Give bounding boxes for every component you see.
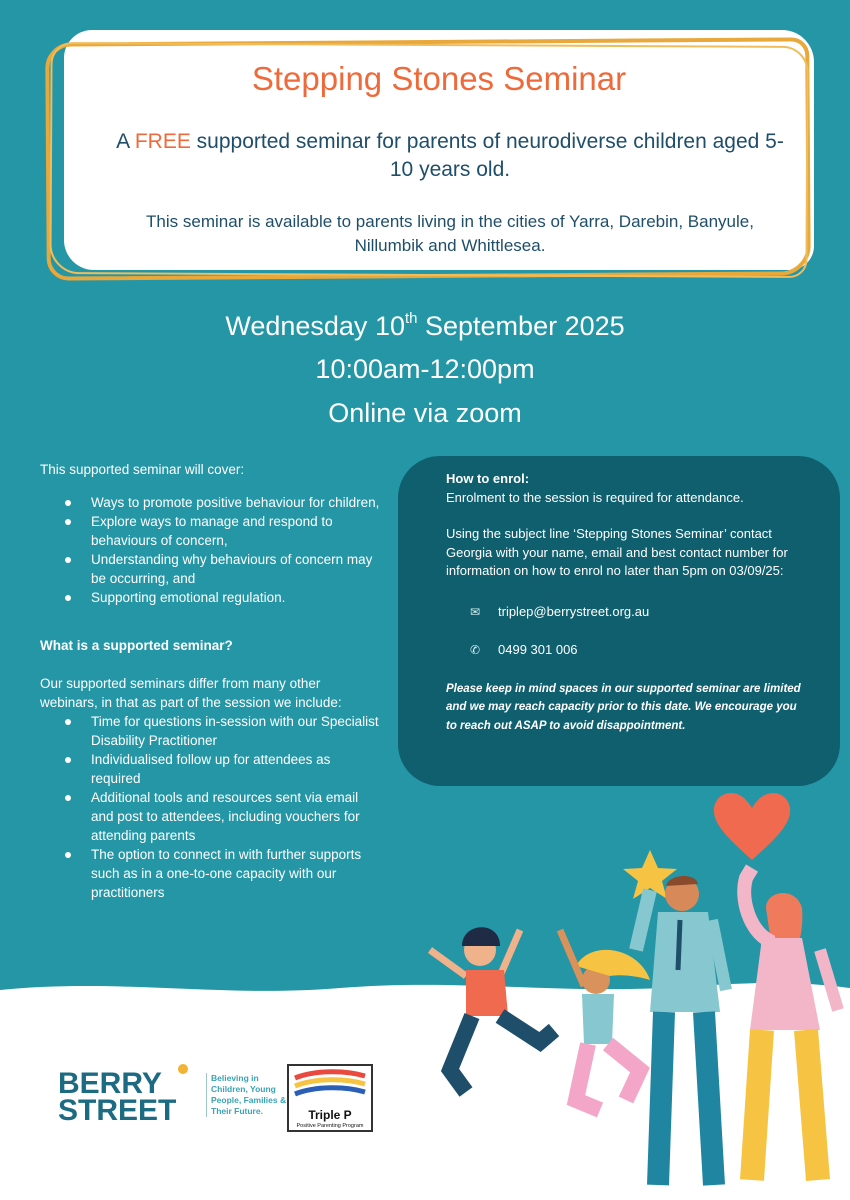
- enrol-heading: How to enrol:: [446, 471, 530, 486]
- phone-row[interactable]: [470, 641, 810, 660]
- heart-icon: [714, 793, 790, 860]
- list-item: The option to connect in with further supports such as in a one-to-one capacity with our practitioners: [40, 845, 380, 902]
- list-item: Supporting emotional regulation.: [40, 588, 380, 607]
- triple-p-stripes: [289, 1066, 371, 1106]
- cover-list: [40, 493, 380, 607]
- list-item: Explore ways to manage and respond to behaviours of concern,: [40, 512, 380, 550]
- enrol-instructions: Using the subject line ‘Stepping Stones Seminar’ contact Georgia with your name, email and best contact number for information on how to enrol no later than 5pm on 03/09/25:: [446, 526, 788, 578]
- phone-number[interactable]: 0499 301 006: [498, 642, 578, 657]
- phone-icon: ✆: [470, 643, 481, 657]
- seminar-title: Stepping Stones Seminar: [251, 60, 627, 97]
- free-highlight: FREE: [134, 130, 191, 153]
- list-item: Individualised follow up for attendees as required: [40, 750, 380, 788]
- berry-street-logo: BERRY STREET: [58, 1070, 198, 1124]
- availability-note: This seminar is available to parents living in the cities of Yarra, Darebin, Banyule, Nillumbik and Whittlesea.: [146, 212, 754, 255]
- envelope-icon: ✉: [470, 604, 481, 619]
- seminar-details: [40, 460, 380, 902]
- list-item: Additional tools and resources sent via email and post to attendees, including vouchers for attending parents: [40, 788, 380, 845]
- list-item: Understanding why behaviours of concern may be occurring, and: [40, 550, 380, 588]
- email-row[interactable]: [470, 603, 810, 622]
- list-item: Ways to promote positive behaviour for children,: [40, 493, 380, 512]
- family-illustration: [400, 780, 850, 1200]
- triple-p-logo: [287, 1064, 373, 1132]
- event-location: Online via zoom: [328, 398, 522, 428]
- list-item: Time for questions in-session with our Specialist Disability Practitioner: [40, 712, 380, 750]
- event-time: 10:00am-12:00pm: [315, 354, 535, 384]
- event-date: Wednesday 10th September 2025: [225, 310, 625, 341]
- enrol-box: [398, 456, 840, 786]
- triple-p-subtext: Positive Parenting Program: [296, 1123, 364, 1129]
- email-link[interactable]: triplep@berrystreet.org.au: [498, 603, 650, 619]
- cover-heading: This supported seminar will cover:: [40, 462, 245, 477]
- berry-street-tagline: Believing in Children, Young People, Families & Their Future.: [206, 1073, 296, 1117]
- supported-heading: What is a supported seminar?: [40, 638, 233, 653]
- capacity-note: Please keep in mind spaces in our supported seminar are limited and we may reach capacity prior to this date. We encourage you to reach out ASAP to avoid disappointment.: [446, 682, 801, 732]
- supported-intro: Our supported seminars differ from many other webinars, in that as part of the session we include:: [40, 676, 342, 710]
- enrol-required: Enrolment to the session is required for attendance.: [446, 489, 744, 505]
- logo-dot: [178, 1064, 188, 1074]
- seminar-lead: A FREE supported seminar for parents of neurodiverse children aged 5-10 years old.: [116, 130, 784, 181]
- triple-p-text: Triple P: [308, 1108, 352, 1122]
- supported-list: [40, 712, 380, 902]
